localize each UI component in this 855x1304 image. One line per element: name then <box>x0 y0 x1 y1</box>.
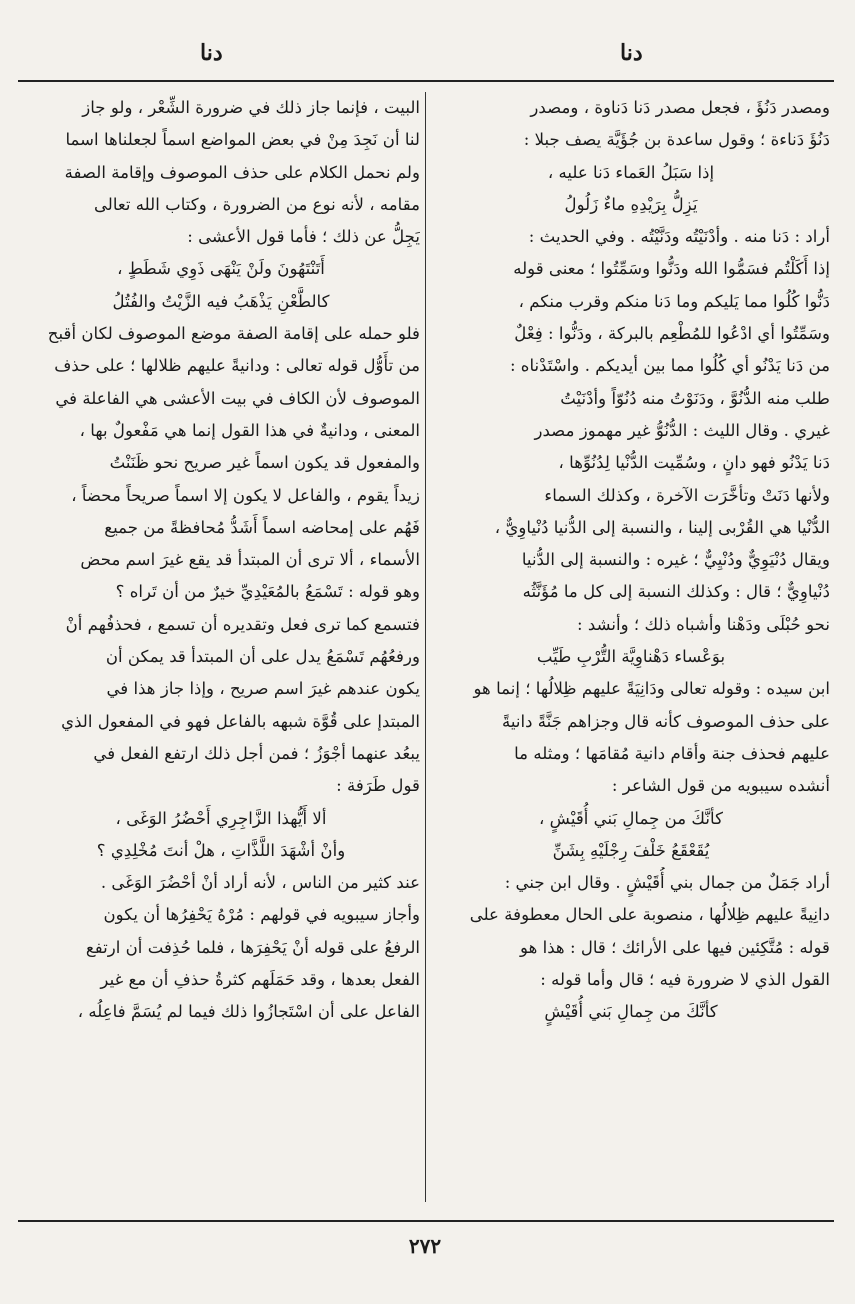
footer-rule <box>18 1220 834 1222</box>
text-line: عليهم فحذف جنة وأقام دانية مُقامَها ؛ ومثله ما <box>514 743 830 763</box>
text-line: فتسمع كما ترى فعل وتقديره أن تسمع ، فحذفُهم أنْ <box>65 614 420 634</box>
text-line: ويقال دُنْيَوِيٌّ ودُنْيِيٌّ ؛ غيره : والنسبة إلى الدُّنيا <box>521 550 830 570</box>
text-line: يَجِلُّ عن ذلك ؛ فأما قول الأعشى : <box>187 227 420 247</box>
text-line: المبتدإ على قُوَّة شبهه بالفاعل فهو في المفعول الذي <box>61 711 420 731</box>
verse-line: يُقَعْقَعُ خَلْفَ رِجْلَيْهِ بِشَنِّ <box>552 840 710 860</box>
running-header-left: دنا <box>200 40 223 66</box>
text-line: دَنا يَدْنُو فهو دانٍ ، وسُمِّيت الدُّنْيا لِدُنُوِّها ، <box>558 453 830 473</box>
text-line: عند كثير من الناس ، لأنه أراد أنْ أحْضُرَ الوَغَى . <box>100 873 420 893</box>
text-line: دُنْياوِيٌّ ؛ قال : وكذلك النسبة إلى كل ما مُؤَنَّثُه <box>522 582 830 602</box>
text-line: ابن سيده : وقوله تعالى ودَانِيَةً عليهم ظِلالُها ؛ إنما هو <box>473 679 830 699</box>
text-line: نحو حُبْلَى ودَهْنا وأشباه ذلك ؛ وأنشد : <box>577 614 830 634</box>
text-line: أراد جَمَلٌ من جمال بني أُقَيْشٍ . وقال ابن جني : <box>504 873 830 893</box>
text-line: إذا أَكَلْتُم فسَمُّوا الله ودَنُّوا وسَمِّتُوا ؛ معنى قوله <box>513 259 830 279</box>
text-line: وأجاز سيبويه في قولهم : مُرْهُ يَحْفِرُها أن يكون <box>103 905 420 925</box>
text-line: أراد : دَنا منه . وأدْنَيْتُه ودَنَّيْتُه . وفي الحديث : <box>528 227 830 247</box>
running-header-right: دنا <box>620 40 643 66</box>
text-line: ومصدر دَنُؤَ ، فجعل مصدر دَنا دَناوة ، ومصدر <box>530 98 830 117</box>
verse-line: يَزِلُّ بِرَيْدِهِ ماءٌ زَلُولُ <box>564 194 698 214</box>
text-line: الفاعل على أن اسْتَجازُوا ذلك فيما لم يُسَمَّ فاعِلُه ، <box>77 1002 420 1022</box>
text-line: غيري . وقال الليث : الدُّنُوُّ غير مهموز مصدر <box>534 420 830 440</box>
right-text-column <box>432 92 830 1202</box>
text-line: القول الذي لا ضرورة فيه ؛ قال وأما قوله : <box>540 970 830 990</box>
text-line: الفعل بعدها ، وقد حَمَلَهم كثرةُ حذفِ أن مع غير <box>100 970 420 990</box>
text-line: دانِيةً عليهم ظِلالُها ، منصوبة على الحال معطوفة على <box>469 905 830 925</box>
text-line: البيت ، فإنما جاز ذلك في ضرورة الشِّعْر ، ولو جاز <box>82 98 420 117</box>
verse-line: أَتَنْتَهُونَ ولَنْ يَنْهَى ذَوِي شَطَطٍ ، <box>117 259 325 279</box>
text-line: زيداً يقوم ، والفاعل لا يكون إلا اسماً صريحاً محضاً ، <box>71 485 420 505</box>
text-line: على حذف الموصوف كأنه قال وجزاهم جَنَّةً دانيةً <box>501 711 830 731</box>
text-line: ولأنها دَنَتْ وتأخَّرَت الآخرة ، وكذلك السماء <box>544 485 830 505</box>
text-line: دَنُؤَ دَناءة ؛ وقول ساعدة بن جُؤَيَّة يصف جبلا : <box>523 130 830 150</box>
text-line: الأسماء ، ألا ترى أن المبتدأ قد يقع غيرَ اسم محض <box>80 550 420 570</box>
text-line: قول طَرَفة : <box>336 776 420 796</box>
text-line: مقامه ، لأنه نوع من الضرورة ، وكتاب الله تعالى <box>93 194 420 214</box>
text-line: دَنُّوا كُلُوا مما يَليكم وما دَنا منكم وقرب منكم ، <box>518 291 830 311</box>
text-line: والمفعول قد يكون اسماً غير صريح نحو ظَنَنْتُ <box>109 453 420 473</box>
verse-line: كأنَّكَ من جِمالِ بَني أُقَيْشٍ ، <box>539 808 723 828</box>
text-line: وهو قوله : تَسْمَعُ بالمُعَيْدِيِّ خيرٌ من أن تَراه ؟ <box>115 582 420 602</box>
text-line: ورفعُهُم تَسْمَعُ يدل على أن المبتدأ قد يمكن أن <box>105 647 420 667</box>
text-line: المعنى ، ودانيةٌ في هذا القول إنما هي مَفْعولٌ بها ، <box>79 420 420 440</box>
text-line: الرفعُ على قوله أنْ يَحْفِرَها ، فلما حُذِفت أن ارتفع <box>85 937 420 957</box>
text-line: الدُّنْيا هي القُرْبى إلينا ، والنسبة إلى الدُّنيا دُنْياوِيٌّ ، <box>494 517 830 537</box>
text-line: طلب منه الدُّنُوَّ ، ودَنَوْتُ منه دُنُوّاً وأدْنَيْتُ <box>560 388 830 408</box>
text-line: لنا أن نَجِدَ مِنْ في بعض المواضع اسماً لجعلناها اسما <box>65 130 420 150</box>
verse-line: بوَعْساء دَهْناوِيَّة التُّرْبِ طَيِّب <box>536 647 726 667</box>
left-text-column <box>22 92 420 1202</box>
text-line: فَهُم على إمحاضه اسماً أَشَدُّ مُحافظةً من جميع <box>104 517 420 537</box>
verse-line: وأنْ أشْهَدَ اللَّذَّاتِ ، هلْ أنتَ مُخْلِدِي ؟ <box>96 840 346 860</box>
text-line: فلو حمله على إقامة الصفة موضع الموصوف لكان أقبح <box>47 324 420 344</box>
verse-line: إذا سَبَلُ العَماء دَنا عليه ، <box>547 162 715 182</box>
text-line: من تأَوُّل قوله تعالى : ودانيةً عليهم ظلالها ؛ على حذف <box>54 356 420 376</box>
text-line: يكون عندهم غيرَ اسم صريح ، وإذا جاز هذا في <box>106 679 420 699</box>
text-line: قوله : مُتَّكِئين فيها على الأرائك ؛ قال : هذا هو <box>520 937 830 957</box>
verse-line: ألا أَيُّهذا الزَّاجِرِي أَحْضُرُ الوَغَى ، <box>115 808 327 828</box>
text-line: الموصوف لأن الكاف في بيت الأعشى هي الفاعلة في <box>55 388 420 408</box>
column-divider <box>425 92 426 1202</box>
text-line: أنشده سيبويه من قول الشاعر : <box>611 776 830 796</box>
header-rule <box>18 80 834 82</box>
verse-line: كأنَّكَ من جِمالِ بَني أُقَيْشٍ <box>544 1002 718 1022</box>
page-number: ٢٧٢ <box>408 1234 442 1258</box>
text-line: يبعُد عنهما أجْوَزُ ؛ فمن أجل ذلك ارتفع الفعل في <box>93 743 420 763</box>
text-line: وسَمِّتُوا أي ادْعُوا للمُطْعِم بالبركة ، ودَنُّوا : فِعْلٌ <box>514 324 830 344</box>
verse-line: كالطَّعْنِ يَذْهَبُ فيه الزَّيْتُ والفُتُلُ <box>112 291 330 311</box>
text-line: من دَنا يَدْنُو أي كُلُوا مما بين أيديكم . واسْتَدْناه : <box>509 356 830 376</box>
text-line: ولم نحمل الكلام على حذف الموصوف وإقامة الصفة <box>64 162 420 182</box>
